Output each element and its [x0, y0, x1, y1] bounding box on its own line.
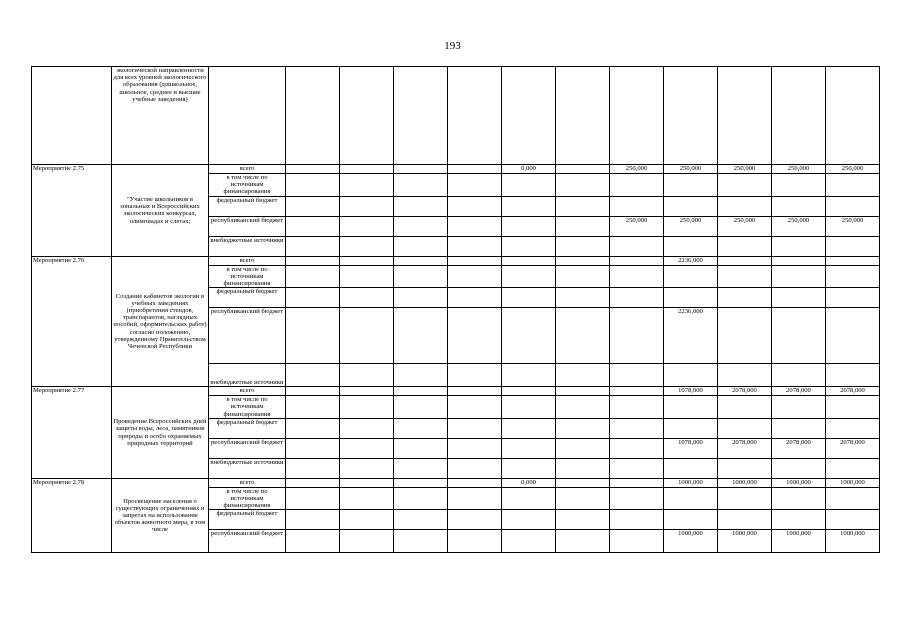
- value-cell: [610, 288, 664, 308]
- value-cell: [826, 67, 880, 165]
- value-cell: [448, 196, 502, 216]
- value-cell: [340, 174, 394, 197]
- funding-source: федеральный бюджет: [209, 196, 286, 216]
- value-cell: [556, 458, 610, 478]
- value-cell: [502, 308, 556, 364]
- value-cell: [502, 487, 556, 510]
- event-description: экологической направленности для всех уровней экологического образования (дошкольное, школьное, среднее и высшие учебные заведения): [112, 67, 209, 165]
- value-cell: [286, 165, 340, 174]
- value-cell: [772, 418, 826, 438]
- value-cell: [718, 265, 772, 288]
- value-cell: [340, 418, 394, 438]
- value-cell: [610, 308, 664, 364]
- value-cell: 250,000: [610, 165, 664, 174]
- value-cell: [394, 165, 448, 174]
- value-cell: 250,000: [826, 165, 880, 174]
- value-cell: [772, 288, 826, 308]
- value-cell: [664, 458, 718, 478]
- event-description: "Участие школьников в зональных и Всероссийских экологических конкурсах, олимпиадах и слетах;: [112, 165, 209, 257]
- value-cell: [340, 478, 394, 487]
- value-cell: [556, 216, 610, 236]
- value-cell: [556, 288, 610, 308]
- value-cell: [448, 265, 502, 288]
- value-cell: [286, 510, 340, 530]
- value-cell: [286, 308, 340, 364]
- value-cell: [448, 487, 502, 510]
- value-cell: [826, 510, 880, 530]
- funding-source: республиканский бюджет: [209, 438, 286, 458]
- value-cell: [394, 216, 448, 236]
- value-cell: [502, 364, 556, 387]
- table-row: [32, 165, 880, 174]
- value-cell: [772, 364, 826, 387]
- value-cell: [718, 396, 772, 419]
- value-cell: [340, 510, 394, 530]
- value-cell: 1000,000: [772, 478, 826, 487]
- value-cell: [664, 288, 718, 308]
- value-cell: [718, 487, 772, 510]
- value-cell: [718, 256, 772, 265]
- value-cell: [556, 196, 610, 216]
- value-cell: [448, 458, 502, 478]
- value-cell: [610, 196, 664, 216]
- value-cell: [826, 487, 880, 510]
- value-cell: [340, 236, 394, 256]
- value-cell: [286, 418, 340, 438]
- value-cell: [448, 478, 502, 487]
- funding-source: в том числе по источникам финансирования: [209, 487, 286, 510]
- value-cell: 2078,000: [772, 438, 826, 458]
- value-cell: 250,000: [772, 165, 826, 174]
- value-cell: [610, 487, 664, 510]
- value-cell: 250,000: [718, 165, 772, 174]
- value-cell: [448, 165, 502, 174]
- value-cell: [610, 364, 664, 387]
- value-cell: [610, 67, 664, 165]
- value-cell: [556, 256, 610, 265]
- value-cell: [394, 174, 448, 197]
- value-cell: 250,000: [772, 216, 826, 236]
- value-cell: [394, 418, 448, 438]
- value-cell: [340, 256, 394, 265]
- value-cell: 250,000: [664, 216, 718, 236]
- value-cell: [610, 438, 664, 458]
- value-cell: 2078,000: [772, 387, 826, 396]
- page-number: 193: [444, 40, 461, 52]
- value-cell: [286, 458, 340, 478]
- value-cell: [340, 396, 394, 419]
- value-cell: [772, 196, 826, 216]
- value-cell: [394, 478, 448, 487]
- value-cell: [718, 458, 772, 478]
- value-cell: [772, 236, 826, 256]
- value-cell: [556, 418, 610, 438]
- value-cell: [502, 530, 556, 553]
- value-cell: [664, 396, 718, 419]
- event-cell: Мероприятие 2.75: [32, 165, 112, 257]
- value-cell: 1078,000: [664, 387, 718, 396]
- funding-source: всего: [209, 256, 286, 265]
- value-cell: [772, 458, 826, 478]
- value-cell: [502, 256, 556, 265]
- value-cell: [610, 396, 664, 419]
- value-cell: [556, 165, 610, 174]
- value-cell: [556, 364, 610, 387]
- value-cell: [448, 174, 502, 197]
- funding-source: республиканский бюджет: [209, 530, 286, 553]
- value-cell: [448, 288, 502, 308]
- value-cell: [286, 478, 340, 487]
- value-cell: 0,000: [502, 478, 556, 487]
- value-cell: [502, 67, 556, 165]
- funding-source: внебюджетные источники: [209, 364, 286, 387]
- value-cell: [664, 364, 718, 387]
- value-cell: [340, 308, 394, 364]
- value-cell: [286, 530, 340, 553]
- funding-source: федеральный бюджет: [209, 510, 286, 530]
- value-cell: [394, 487, 448, 510]
- value-cell: [502, 458, 556, 478]
- value-cell: [394, 308, 448, 364]
- value-cell: 1000,000: [826, 478, 880, 487]
- funding-source: всего: [209, 478, 286, 487]
- value-cell: [718, 174, 772, 197]
- value-cell: [826, 364, 880, 387]
- value-cell: [448, 364, 502, 387]
- funding-source: всего: [209, 165, 286, 174]
- value-cell: [556, 510, 610, 530]
- value-cell: [556, 530, 610, 553]
- value-cell: [718, 288, 772, 308]
- value-cell: [340, 265, 394, 288]
- value-cell: [556, 236, 610, 256]
- value-cell: [340, 196, 394, 216]
- value-cell: [394, 67, 448, 165]
- value-cell: [610, 418, 664, 438]
- value-cell: [718, 236, 772, 256]
- funding-source: всего: [209, 387, 286, 396]
- funding-source: в том числе по источникам финансирования: [209, 265, 286, 288]
- funding-source: федеральный бюджет: [209, 418, 286, 438]
- value-cell: [340, 165, 394, 174]
- value-cell: 250,000: [826, 216, 880, 236]
- value-cell: [340, 530, 394, 553]
- value-cell: [556, 396, 610, 419]
- value-cell: [556, 308, 610, 364]
- value-cell: [556, 487, 610, 510]
- value-cell: [826, 458, 880, 478]
- value-cell: [610, 236, 664, 256]
- event-description: Создание кабинетов экологии в учебных заведениях (приобретения стендов, транспарантов, наглядных пособий, оформительских работ) согласно положению, утвержденному Правительством Чеченской Республики: [112, 256, 209, 387]
- value-cell: [340, 216, 394, 236]
- value-cell: [502, 216, 556, 236]
- table-row: [32, 67, 880, 165]
- value-cell: [826, 396, 880, 419]
- value-cell: [772, 256, 826, 265]
- value-cell: [502, 510, 556, 530]
- value-cell: [286, 236, 340, 256]
- page-clip: [0, 592, 905, 640]
- value-cell: [556, 387, 610, 396]
- event-cell: Мероприятие 2.78: [32, 478, 112, 553]
- value-cell: [772, 308, 826, 364]
- value-cell: [664, 196, 718, 216]
- value-cell: [448, 67, 502, 165]
- value-cell: [772, 67, 826, 165]
- event-description: Проведение Всероссийских дней защиты воды, леса, памятников природы и особо охраняемых природных территорий: [112, 387, 209, 479]
- funding-source: внебюджетные источники: [209, 458, 286, 478]
- value-cell: [394, 387, 448, 396]
- value-cell: [286, 174, 340, 197]
- value-cell: [718, 510, 772, 530]
- value-cell: [448, 216, 502, 236]
- value-cell: [394, 530, 448, 553]
- value-cell: [610, 478, 664, 487]
- value-cell: [502, 387, 556, 396]
- value-cell: 2236,000: [664, 308, 718, 364]
- value-cell: [664, 265, 718, 288]
- funding-source: внебюджетные источники: [209, 236, 286, 256]
- value-cell: [556, 438, 610, 458]
- value-cell: [772, 396, 826, 419]
- value-cell: [286, 216, 340, 236]
- value-cell: [394, 288, 448, 308]
- value-cell: 250,000: [610, 216, 664, 236]
- value-cell: [502, 236, 556, 256]
- value-cell: [718, 364, 772, 387]
- value-cell: [502, 265, 556, 288]
- value-cell: [556, 174, 610, 197]
- value-cell: [286, 487, 340, 510]
- table-row: [32, 478, 880, 487]
- value-cell: [826, 288, 880, 308]
- value-cell: [826, 256, 880, 265]
- value-cell: 1000,000: [664, 530, 718, 553]
- value-cell: 1078,000: [664, 438, 718, 458]
- value-cell: [286, 67, 340, 165]
- value-cell: 2078,000: [826, 438, 880, 458]
- value-cell: [286, 256, 340, 265]
- value-cell: [340, 288, 394, 308]
- value-cell: 2236,000: [664, 256, 718, 265]
- value-cell: [502, 418, 556, 438]
- value-cell: [610, 387, 664, 396]
- event-description: Просвещение населения о существующих ограничениях и запретах на использование объектов животного мира, в том числе: [112, 478, 209, 553]
- value-cell: [448, 418, 502, 438]
- value-cell: 2078,000: [718, 387, 772, 396]
- value-cell: [448, 530, 502, 553]
- value-cell: [340, 67, 394, 165]
- event-cell: Мероприятие 2.76: [32, 256, 112, 387]
- value-cell: [718, 308, 772, 364]
- value-cell: 1000,000: [718, 530, 772, 553]
- value-cell: 1000,000: [718, 478, 772, 487]
- value-cell: [772, 174, 826, 197]
- value-cell: [826, 418, 880, 438]
- value-cell: [556, 67, 610, 165]
- value-cell: [556, 478, 610, 487]
- value-cell: [772, 510, 826, 530]
- value-cell: 2078,000: [826, 387, 880, 396]
- value-cell: [340, 438, 394, 458]
- value-cell: [502, 396, 556, 419]
- value-cell: [286, 288, 340, 308]
- value-cell: [610, 174, 664, 197]
- funding-source: республиканский бюджет: [209, 308, 286, 364]
- value-cell: [394, 438, 448, 458]
- value-cell: [826, 196, 880, 216]
- value-cell: 250,000: [664, 165, 718, 174]
- value-cell: [286, 265, 340, 288]
- funding-source: республиканский бюджет: [209, 216, 286, 236]
- value-cell: [286, 196, 340, 216]
- value-cell: [448, 256, 502, 265]
- value-cell: [502, 438, 556, 458]
- value-cell: 1000,000: [826, 530, 880, 553]
- value-cell: [448, 387, 502, 396]
- value-cell: [664, 418, 718, 438]
- value-cell: [286, 438, 340, 458]
- value-cell: [718, 196, 772, 216]
- value-cell: [394, 396, 448, 419]
- value-cell: [340, 487, 394, 510]
- value-cell: [826, 265, 880, 288]
- value-cell: [394, 196, 448, 216]
- value-cell: [448, 396, 502, 419]
- value-cell: 0,000: [502, 165, 556, 174]
- funding-source: в том числе по источникам финансирования: [209, 174, 286, 197]
- value-cell: [340, 387, 394, 396]
- value-cell: [664, 67, 718, 165]
- funding-source: [209, 67, 286, 165]
- value-cell: [610, 265, 664, 288]
- funding-source: в том числе по источникам финансирования: [209, 396, 286, 419]
- value-cell: [772, 487, 826, 510]
- value-cell: 2078,000: [718, 438, 772, 458]
- event-cell: Мероприятие 2.77: [32, 387, 112, 479]
- value-cell: [394, 364, 448, 387]
- value-cell: [394, 256, 448, 265]
- value-cell: [394, 510, 448, 530]
- value-cell: 1000,000: [772, 530, 826, 553]
- value-cell: [448, 308, 502, 364]
- event-cell: [32, 67, 112, 165]
- value-cell: [502, 174, 556, 197]
- budget-table: [31, 66, 880, 553]
- value-cell: [394, 458, 448, 478]
- value-cell: [286, 396, 340, 419]
- value-cell: [502, 196, 556, 216]
- value-cell: [394, 265, 448, 288]
- value-cell: [610, 530, 664, 553]
- value-cell: [502, 288, 556, 308]
- value-cell: [286, 364, 340, 387]
- value-cell: [286, 387, 340, 396]
- value-cell: [718, 67, 772, 165]
- value-cell: [394, 236, 448, 256]
- value-cell: [826, 308, 880, 364]
- value-cell: [610, 510, 664, 530]
- value-cell: [826, 174, 880, 197]
- value-cell: [448, 510, 502, 530]
- value-cell: [664, 236, 718, 256]
- value-cell: [664, 510, 718, 530]
- value-cell: [448, 236, 502, 256]
- value-cell: 250,000: [718, 216, 772, 236]
- value-cell: [448, 438, 502, 458]
- value-cell: [340, 364, 394, 387]
- table-row: [32, 387, 880, 396]
- value-cell: [556, 265, 610, 288]
- value-cell: [340, 458, 394, 478]
- value-cell: [718, 418, 772, 438]
- value-cell: [664, 487, 718, 510]
- funding-source: федеральный бюджет: [209, 288, 286, 308]
- table-row: [32, 256, 880, 265]
- value-cell: [772, 265, 826, 288]
- value-cell: [610, 256, 664, 265]
- value-cell: [664, 174, 718, 197]
- value-cell: [610, 458, 664, 478]
- value-cell: 1000,000: [664, 478, 718, 487]
- value-cell: [826, 236, 880, 256]
